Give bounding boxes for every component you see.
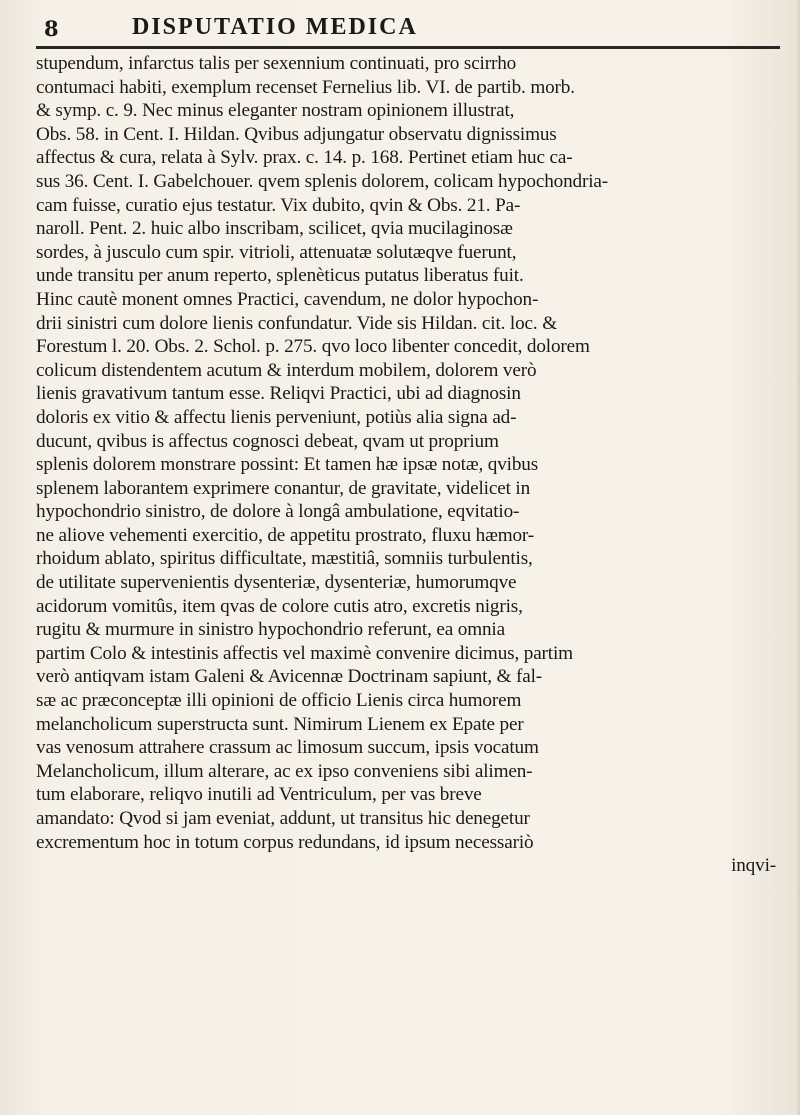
text-line: colicum distendentem acutum & interdum mobilem, dolorem verò [36, 359, 537, 381]
text-line: sus 36. Cent. I. Gabelchouer. qvem splenis dolorem, colicam hypochondria- [36, 170, 609, 192]
text-line: verò antiqvam istam Galeni & Avicennæ Doctrinam sapiunt, & fal- [36, 666, 542, 688]
text-line: melancholicum superstructa sunt. Nimirum Lienem ex Epate per [36, 713, 524, 735]
running-head: DISPUTATIO MEDICA [132, 14, 418, 40]
text-line: sæ ac præconceptæ illi opinioni de officio Lienis circa humorem [36, 690, 522, 712]
body-text [36, 52, 784, 878]
text-line: sordes, à jusculo cum spir. vitrioli, attenuatæ solutæqve fuerunt, [36, 241, 517, 263]
header-rule [36, 46, 780, 49]
text-line: splenis dolorem monstrare possint: Et tamen hæ ipsæ notæ, qvibus [36, 454, 539, 476]
text-line: amandato: Qvod si jam eveniat, addunt, ut transitus hic denegetur [36, 808, 530, 829]
text-line: Obs. 58. in Cent. I. Hildan. Qvibus adjungatur observatu dignissimus [36, 123, 557, 145]
text-line: lienis gravativum tantum esse. Reliqvi Practici, ubi ad diagnosin [36, 383, 521, 405]
text-line: rhoidum ablato, spiritus difficultate, mæstitiâ, somniis turbulentis, [36, 548, 533, 570]
text-line: acidorum vomitûs, item qvas de colore cutis atro, excretis nigris, [36, 595, 523, 617]
catchword: inqvi- [731, 855, 776, 877]
text-line: hypochondrio sinistro, de dolore à longâ ambulatione, eqvitatio- [36, 501, 520, 523]
text-line: Forestum l. 20. Obs. 2. Schol. p. 275. qvo loco libenter concedit, dolorem [36, 336, 590, 358]
text-line: Melancholicum, illum alterare, ac ex ipso conveniens sibi alimen- [36, 760, 533, 782]
text-line: unde transitu per anum reperto, splenèticus putatus liberatus fuit. [36, 265, 524, 287]
text-line: stupendum, infarctus talis per sexennium continuati, pro scirrho [36, 53, 517, 74]
text-line: & symp. c. 9. Nec minus eleganter nostram opinionem illustrat, [36, 100, 515, 122]
text-line: ducunt, qvibus is affectus cognosci debeat, qvam ut proprium [36, 430, 499, 452]
text-line: tum elaborare, reliqvo inutili ad Ventriculum, per vas breve [36, 784, 482, 806]
text-line: contumaci habiti, exemplum recenset Fernelius lib. VI. de partib. morb. [36, 76, 575, 98]
text-line: cam fuisse, curatio ejus testatur. Vix dubito, qvin & Obs. 21. Pa- [36, 194, 521, 216]
text-line: doloris ex vitio & affectu lienis perveniunt, potiùs alia signa ad- [36, 406, 517, 428]
page-edge [794, 0, 800, 1115]
text-line: affectus & cura, relata à Sylv. prax. c. 14. p. 168. Pertinet etiam huc ca- [36, 147, 573, 169]
text-line: drii sinistri cum dolore lienis confundatur. Vide sis Hildan. cit. loc. & [36, 312, 557, 334]
text-line: de utilitate supervenientis dysenteriæ, dysenteriæ, humorumqve [36, 572, 517, 594]
text-line: Hinc cautè monent omnes Practici, cavendum, ne dolor hypochon- [36, 288, 539, 310]
page-number: 8 [44, 16, 59, 41]
text-line: vas venosum attrahere crassum ac limosum succum, ipsis vocatum [36, 737, 539, 759]
text-line: rugitu & murmure in sinistro hypochondrio referunt, ea omnia [36, 619, 505, 641]
page-header [36, 12, 776, 46]
text-line: naroll. Pent. 2. huic albo inscribam, scilicet, qvia mucilaginosæ [36, 218, 513, 240]
text-line: excrementum hoc in totum corpus redundans, id ipsum necessariò [36, 831, 534, 853]
text-line: splenem laborantem exprimere conantur, de gravitate, videlicet in [36, 477, 531, 499]
text-line: partim Colo & intestinis affectis vel maximè convenire dicimus, partim [36, 642, 573, 664]
text-line: ne aliove vehementi exercitio, de appetitu prostrato, fluxu hæmor- [36, 524, 535, 546]
